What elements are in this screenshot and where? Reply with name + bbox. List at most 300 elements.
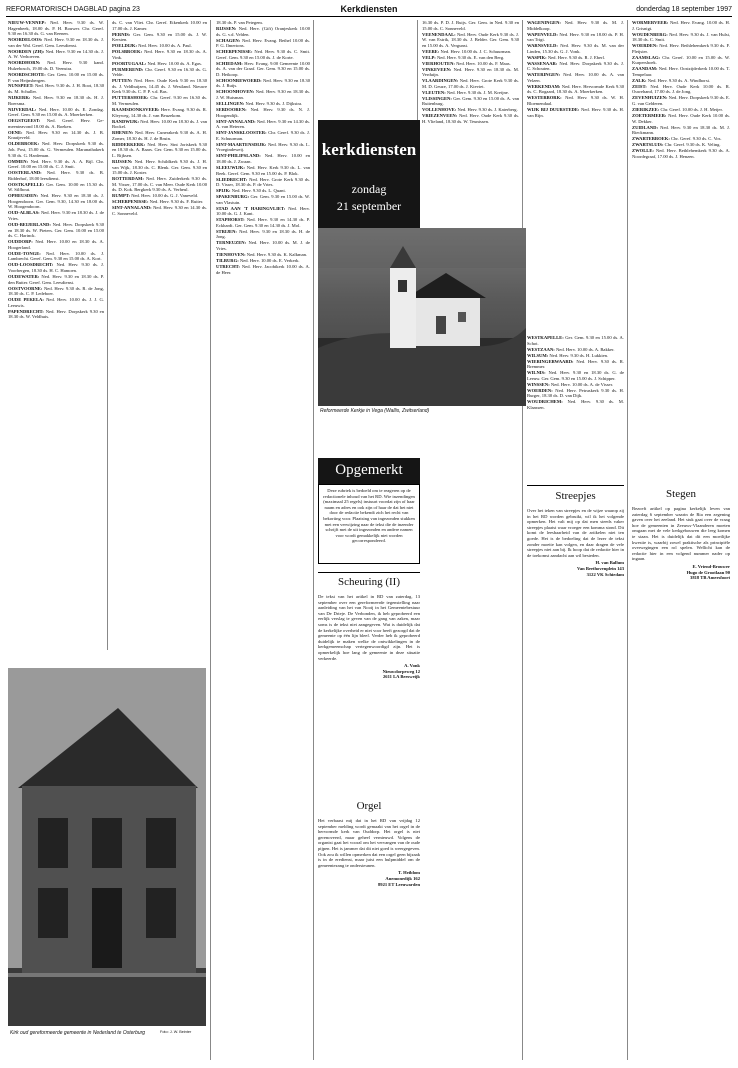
listing-text: Ned. Herv. 10.00 ds. E. Zondag. Geref. Gem. 9.30 en 15.00 ds. A. Moerkerken.	[8, 106, 104, 118]
listing-place: NOORDELOOS:	[8, 37, 43, 43]
listing-text: Ned. Herv. Bethlehemkerk 9.30 ds. F. Pleijsier.	[632, 43, 730, 54]
letter-title-scheuring: Scheuring (II)	[337, 576, 400, 588]
listing-text: Ned. Herv. 9.30 ds. J. M. Kreijne.	[446, 89, 509, 95]
listing-text: Ned. Herv. 10.00 ds. A. van Velzen.	[527, 72, 624, 83]
listing-text: Ned. Herv. Cunerakerk 9.30 ds. A. H. Zomer, 18.30 ds. H. J. de Bruin.	[112, 130, 207, 141]
letter-body-stegen	[632, 506, 730, 1058]
listing-text: Ned. Herv. 9.30 ds. R. de Jong, 18.30 ds. C. P. Ledeboer.	[8, 285, 104, 297]
listing-text: Ned. Herv. 9.30 ds. B. Ridderhof, 18.00 leesdienst.	[8, 170, 104, 181]
listing-place: STRIJEN:	[216, 228, 237, 234]
listing-text: Ned. Herv. 9.30 ds. M. Klaassen.	[527, 399, 624, 410]
listing-text: ds. C. van Vliet. Chr. Geref. Eikenkerk 10.00 en 17.00 ds. J. Kamer.	[112, 20, 207, 31]
listing-text: Ned. Herv. Sint Joriskerk 9.30 en 18.30 ds. A. Baars. Ger. Gem. 9.30 en 15.00 ds. L. Rijksen.	[112, 141, 207, 158]
listing-text: Ned. Herv. Dorpskerk 9.30 ds. J. C. Schouten.	[527, 60, 624, 72]
listing-place: WASSENAAR:	[527, 60, 558, 66]
church-illustration-icon	[318, 228, 526, 406]
listing-text: Ned. Herv. 9.30 en 14.30 ds. J. B. Kraaijeveld.	[8, 129, 104, 141]
listing-text: Ned. Herv. 10.00 en 18.30 ds. J. van Bockel.	[112, 118, 207, 130]
listing-text: Ned. Herv. 10.00 ds. J. Lambrecht. Geref. Gem. 9.30 en 15.00 ds. A. Kort.	[8, 250, 104, 262]
listing-text: Ned. Herv. 9.30 ds. L. Quant.	[231, 188, 286, 194]
listing-place: RIJSSEN:	[112, 158, 133, 164]
listing-place: OENE:	[8, 129, 23, 135]
service-listing	[527, 20, 624, 31]
service-listing	[112, 49, 207, 60]
listing-place: OEGSTGEEST:	[8, 118, 41, 124]
service-listing	[422, 61, 519, 67]
service-listing	[8, 159, 104, 170]
listing-text: Ned. Herv. 9.30 ds. A. Windhorst.	[647, 77, 711, 83]
listing-place: NOORDSCHOTE:	[8, 71, 46, 77]
listing-text: Ned. Herv. 9.30 en 18.30 ds. P. den Butter. Geref. Gem. Leesdienst.	[8, 273, 104, 285]
service-listing	[422, 49, 519, 55]
opgemerkt-body: Deze rubriek is bedoeld om te reageren op de redactionele inhoud van het RD. Wie inzendingen (maximaal 25 regels) instuurt voordat zijn of haar naam en adres en ook zijn of haar de dat het niet door de redactie bekendt zich het recht van bekorting voor. Plaatsing van ingezonden stukken met een verwijzing naar de tekst die de inzender schrijft met de uit ingezonden en andere namen voor wordt gemakkelijk niet worden gecorrespondeerd.	[323, 488, 415, 544]
service-listing	[8, 95, 104, 106]
service-listing	[422, 113, 519, 124]
listing-text: Ned. Herv. 9.30 ds. J. Dijkstra.	[245, 101, 303, 107]
listing-place: RIJSSEN:	[216, 25, 237, 31]
letter-city: 3122 VK Schiedam	[586, 571, 624, 577]
listing-column-7	[632, 20, 730, 480]
listing-place: UTRECHT:	[216, 263, 240, 269]
listing-place: WARNSVELD:	[527, 43, 558, 49]
listing-text: Chr. Geref. 10.00 ds. J. H. Meijer.	[660, 107, 723, 113]
listing-place: OOSTERLAND:	[8, 170, 42, 176]
listing-place: ZAAMSLAG:	[632, 54, 661, 60]
bottom-photo-caption: Kirk oud gereformeerde gemeente in Nederland te Osterburg	[10, 1030, 146, 1036]
listing-text: Ned. Herv. 9.30 ds. E. van den Berg.	[436, 54, 505, 60]
service-listing	[632, 66, 730, 77]
listing-text: Ned. Herv. 9.30 kand. Hulzebosch, 19.00 ds. D. Veenstra.	[8, 60, 104, 71]
listing-text: Ned. Herv. Grote Kerk 9.30 ds. M. D. Geuze, 17.00 ds. J. Kieviet.	[422, 78, 519, 89]
letter-author: T. Heiblom	[398, 870, 420, 876]
listing-place: VELP:	[422, 54, 436, 60]
listing-place: WESTKAPELLE:	[527, 335, 564, 340]
listing-text: Ned. Herv. 9.30 ds. W. Hagenbeek, 18.00 ds. P. H. Bouwer. Chr. Geref. 9.30 en 16.30 ds. G. van Reenen.	[8, 20, 104, 37]
service-listing	[422, 32, 519, 49]
service-listing	[8, 222, 104, 239]
listing-place: VINKEVEEN:	[422, 66, 452, 72]
service-listing	[632, 20, 730, 31]
listing-place: VEENENDAAL:	[422, 31, 456, 37]
service-listing	[216, 165, 310, 176]
service-listing	[8, 83, 104, 94]
listing-place: ZWARTSLUIS:	[632, 142, 664, 148]
header-left: REFORMATORISCH DAGBLAD pagina 23	[6, 6, 140, 13]
photo-credit: Foto: J. W. Beinter	[160, 1030, 192, 1034]
listing-text: Chr. Geref. 9.30 ds. K. Veling.	[664, 142, 721, 148]
listing-place: OUDEWATER:	[8, 273, 40, 279]
service-listing	[422, 67, 519, 78]
letter-body-orgel	[318, 818, 420, 1058]
service-listing	[8, 141, 104, 158]
service-listing	[112, 199, 207, 205]
listing-place: OUD-BEIJERLAND:	[8, 222, 51, 228]
listing-place: RHENEN:	[112, 130, 134, 136]
listing-place: SCHAGEN:	[216, 37, 241, 43]
service-listing	[8, 72, 104, 83]
listing-place: PUTTEN:	[112, 78, 133, 84]
service-listing	[8, 170, 104, 181]
service-listing	[216, 229, 310, 240]
listing-text: Ned. Herv. 10.00 ds. A. Egas.	[147, 60, 202, 66]
service-listing	[216, 78, 310, 89]
service-listing	[8, 49, 104, 60]
service-listing	[112, 43, 207, 49]
listing-place: OUDE PEKELA:	[8, 297, 44, 303]
service-listing	[8, 118, 104, 129]
service-listing	[527, 55, 624, 61]
listing-text: Ned. Herv. 9.30 ds. R. Bremmer.	[527, 358, 624, 370]
listing-place: WAPENVELD:	[527, 31, 558, 37]
service-listing	[112, 159, 207, 176]
listing-place: RAAMSDONKSVEER:	[112, 107, 160, 113]
listing-place: RUMPT:	[112, 193, 131, 199]
listing-place: STAPHORST:	[216, 217, 245, 223]
service-listing	[422, 96, 519, 107]
listing-text: Ned. Herv. Dorpskerk 9.30 en 18.30 ds. W. Veldhuis.	[8, 308, 104, 320]
listing-text: Ned. Herv. Dorpskerk 9.30 ds. Joh. Post, 15.00 ds. G. Vermeulen. Maranathakerk 9.30 ds. G. Hardeman.	[8, 141, 104, 158]
banner-date: 21 september	[336, 199, 402, 213]
listing-place: SCHIEDAM:	[216, 60, 243, 66]
listing-place: ZIERIKZEE:	[632, 107, 660, 113]
letter-text: Het verbaast mij dat in het RD van vrijdag 12 september melding wordt gemaakt van het orgel in de hervormde kerk van Ouddorp. Het orgel is niet gerenoveerd, maar geheel vernieuwd. Volgens de organist gaat het vooral om het vervangen van de oude pijpen. Het is jammer dat dit niet goed is weergegeven. Ook zou ik willen opmerken dat een orgel geen bijzaak is in de eredienst, maar juist een hulpmiddel om de gemeentezang te ondersteunen.	[318, 818, 420, 868]
listing-text: Ned. Herv. 9.30 ds. H. van Rijn.	[527, 107, 624, 118]
listing-text: Ger. Gem. 10.00 en 15.30 ds. W. Silfhout.	[8, 181, 104, 193]
listing-place: SCHERPENISSE:	[112, 199, 149, 205]
listing-place: NUNSPEET:	[8, 83, 34, 89]
listing-text: Ger. Gem. 9.30 en 15.00 ds. W. van Vlastuin.	[216, 194, 310, 205]
service-listing	[112, 78, 207, 95]
listing-text: Ned. Herv. Oostzijderkerk 10.00 ds. T. Tempelaar.	[632, 66, 730, 77]
listing-text: Ned. Herv. 10.00 ds. M. J. de Vries.	[216, 240, 310, 251]
service-listing	[8, 60, 104, 71]
listing-text: Ned. Herv. 9.30 en 18.30 ds. J. Ruijs.	[216, 77, 310, 89]
service-listing	[112, 32, 207, 43]
listing-text: Ned. Herv. 9.30 en 18.30 ds. H. de Jong.	[216, 228, 310, 240]
service-listing	[632, 32, 730, 43]
service-listing	[8, 130, 104, 141]
service-listing	[527, 61, 624, 72]
service-listing	[8, 286, 104, 297]
listing-place: SLEEUWIJK:	[216, 164, 245, 170]
listing-place: VLAARDINGEN:	[422, 78, 459, 84]
service-listing	[527, 84, 624, 95]
listing-place: OUDDORP:	[8, 239, 33, 245]
service-listing	[632, 55, 730, 66]
letter-title-orgel: Orgel	[356, 800, 382, 812]
letter-address: Anemonedijk 162	[385, 875, 420, 881]
service-listing	[632, 78, 730, 84]
listing-place: VRIEZENVEEN:	[422, 113, 458, 119]
listing-place: SELLINGEN:	[216, 101, 245, 107]
letter-city: 2611 LA Beesweijk	[382, 674, 420, 680]
listing-place: TIENHOVEN:	[216, 251, 246, 257]
letter-title-stegen: Stegen	[666, 488, 696, 500]
service-listing	[8, 20, 104, 37]
listing-place: WERKENDAM:	[527, 83, 561, 89]
listing-place: WESTERBORK:	[527, 95, 562, 101]
listing-text: Ned. Herv. 9.30 ds. C. Smit. Geref. Gem. 9.30 en 15.00 ds. J. de Korte.	[216, 49, 310, 60]
listing-column-3	[216, 20, 310, 1060]
header-date: donderdag 18 september 1997	[636, 6, 732, 13]
listing-text: Chr. Geref. 10.00 en 15.00 ds. W. Kurpershoek.	[632, 54, 730, 66]
listing-text: Ned. Herv. 9.30 en 14.30 ds. P. Eckhardt. Ger. Gem. 9.30 en 14.30 ds. J. Mol.	[216, 217, 310, 228]
listing-place: PERNIS:	[112, 31, 131, 37]
listing-text: Ned. Herv. 9.30 ds. J. H. Boot, 18.30 ds. M. Schuller.	[8, 83, 104, 95]
service-listing	[112, 193, 207, 199]
listing-text: Herv. Evang. 9.30 ds. R. Kleyweg, 14.30 ds. J. van Beuzekom.	[112, 107, 207, 118]
service-listing	[422, 20, 519, 31]
listing-place: WOERDEN:	[632, 43, 658, 49]
service-listing	[527, 359, 624, 370]
service-listing	[632, 107, 730, 113]
listing-place: OPHEUSDEN:	[8, 193, 39, 199]
listing-place: PAPENDRECHT:	[8, 308, 44, 314]
letter-address: Hugo de Grootlaan 90	[686, 569, 730, 575]
listing-text: 16.30 ds. P. D. J. Buijs. Ger. Gem. in Ned. 9.30 en 15.00 ds. C. Sonneveld.	[422, 20, 519, 31]
letter-city: 8921 ET Leeuwarden	[377, 881, 420, 887]
listing-place: SINT-MAARTENSDIJK:	[216, 141, 267, 147]
listing-place: VEERE:	[422, 48, 440, 54]
listing-place: TERNEUZEN:	[216, 240, 247, 246]
service-listing	[216, 206, 310, 217]
service-listing	[112, 61, 207, 67]
service-listing	[632, 125, 730, 136]
listing-place: SINT-ANNALAND:	[216, 118, 256, 124]
listing-place: RANDWIJK:	[112, 118, 140, 124]
listing-column-1	[8, 20, 104, 650]
listing-text: Ned. Herv. Schildkerk 9.30 ds. J. H. van Wijk, 18.30 ds. C. Blenk. Ger. Gem. 9.30 en 15.00 ds. J. Koster.	[112, 158, 207, 176]
listing-place: PURMEREND:	[112, 66, 144, 72]
banner-title: kerkdiensten	[321, 140, 417, 159]
letter-author: E. Vriend-Brouwer	[692, 563, 730, 569]
listing-text: Ned. Herv. Kerk 9.30 ds. L. van Beek. Geref. Gem. 9.30 en 15.00 ds. P. Blok.	[216, 164, 310, 176]
listing-text: Ned. Herv. 10.00 en 18.30 ds. A. Hoogerland.	[8, 239, 104, 250]
listing-text: Ned. Herv. 9.30 ds. J. van Hulst, 18.30 ds. C. Smit.	[632, 31, 730, 43]
service-listing	[216, 26, 310, 37]
listing-text: Ned. Herv. 9.30 ds. H. Lukkien.	[549, 352, 609, 358]
listing-place: OMMEN:	[8, 158, 29, 164]
listing-text: Ned. Herv. Evang. Bethel 10.00 ds. P. G. Ilmertons.	[216, 37, 310, 49]
top-photo-caption: Reformeerde Kerkje in Vega (Wallis, Zwitserland)	[320, 408, 430, 414]
opgemerkt-box	[318, 484, 420, 564]
listing-place: SCHOONREWOERD:	[216, 77, 262, 83]
listing-text: Ned. Herv. 9.30 en 14.30 ds. J. A. W. Verhoeven.	[8, 48, 104, 60]
kerkdiensten-banner	[318, 120, 420, 228]
listing-place: POORTUGAAL:	[112, 60, 147, 66]
listing-place: OUD-LOOSDRECHT:	[8, 262, 54, 268]
service-listing	[8, 210, 104, 221]
listing-place: OOSTVOORNE:	[8, 285, 43, 291]
listing-place: ZWOLLE:	[632, 148, 654, 154]
listing-text: Ned. Herv. 9.30 en 18.30 ds. A. Vink.	[112, 49, 207, 60]
listing-text: Ned. Herv. Hervormde Kerk 9.30 ds. C. Bogaard, 18.30 ds. A. Moerkerken.	[527, 83, 624, 95]
listing-text: Ger. Gem. 9.30 en 15.00 ds. J. W. Kersten.	[112, 31, 207, 43]
listing-text: Ned. Herv. Zuiderkerk 9.30 ds. M. Visser, 17.00 ds. C. van Meer. Oude Kerk 10.00 ds. D. Kok. Bergkerk 9.30 ds. A. Verheul.	[112, 176, 207, 193]
listing-place: POLSBROEK:	[112, 49, 143, 55]
listing-place: WASPIK:	[527, 54, 547, 60]
service-listing	[527, 43, 624, 54]
service-listing	[112, 95, 207, 106]
listing-place: SERDOOREN:	[216, 107, 247, 113]
listing-text: Ned. Herv. Evang. 10.00 ds. H. J. Grisnigt.	[632, 20, 730, 31]
letter-address: Nieuwdorpeweg 12	[382, 668, 420, 674]
listing-text: Ned. Herv. 9.30 en 18.30 ds. G. de Leeuw. Ger. Gem. 9.30 en 15.00 ds. J. Schipper.	[527, 370, 624, 381]
listing-text: Ned. Herv. 10.00 ds. A. Bakker.	[555, 346, 615, 352]
listing-text: 18.30 ds. P. van Petegem.	[216, 20, 263, 25]
listing-text: Ned. Herv. 9.30 en 18.30 ds. J. Hoogendoorn. Ger. Gem. 9.30, 14.30 en 18.00 ds. W. Hoogendoorn.	[8, 193, 104, 210]
service-listing	[216, 101, 310, 107]
service-listing	[216, 177, 310, 188]
letter-title-streepjes: Streepjes	[555, 490, 596, 502]
service-listing	[216, 119, 310, 130]
service-listing	[422, 78, 519, 89]
listing-place: WATERINGEN:	[527, 72, 561, 78]
service-listing	[527, 388, 624, 399]
listing-place: OUDE-TONGE:	[8, 250, 41, 256]
letter-text: Over het teken van streepjes en de wijze waarop zij in het RD worden gebruikt, wil ik het volgende opmerken. Het valt mij op dat men steeds vaker streepjes plaatst waar vroeger een komma stond. Dit komt de leesbaarheid van de artikelen niet ten goede. Het is de bedoeling dat de lezer de tekst zonder moeite kan volgen, en daar dragen de vele streepjes niet aan bij. Ik hoop dat de redactie hier in de toekomst aandacht aan wil besteden.	[527, 508, 624, 558]
service-listing	[216, 38, 310, 49]
opgemerkt-title-bar	[318, 458, 420, 484]
listing-place: WILNIS:	[527, 370, 546, 376]
service-listing	[632, 142, 730, 148]
service-listing	[422, 107, 519, 113]
listing-text: Ned. Herv. 10.00 ds. E. Verkerk.	[239, 257, 300, 263]
service-listing	[632, 95, 730, 106]
listing-text: Ned. Herv. Oude Kerk 9.30 ds. J. W. van Estrik, 18.30 ds. J. Belder. Ger. Gem. 9.30 en 15.00 ds. A. Vergunst.	[422, 31, 519, 48]
listing-text: Ned. Herv. 9.30 ds. K. Kalkman.	[246, 251, 308, 257]
listing-place: WESTZAAN:	[527, 346, 555, 352]
letter-author: H. van Ballum	[595, 560, 624, 566]
listing-text: Ned. Herv. 9.30 en 18.30 ds. H. J. Boersma.	[8, 95, 104, 106]
listing-place: ZAANDAM:	[632, 66, 658, 72]
listing-text: Ned. Herv. 9.30 ds. J. Katerberg.	[457, 107, 518, 113]
listing-place: ZEVENHUIZEN:	[632, 95, 668, 101]
service-listing	[422, 55, 519, 61]
banner-day: zondag	[351, 182, 387, 196]
service-listing	[8, 193, 104, 210]
letter-address: Van Beethovenplein 143	[576, 565, 624, 571]
service-listing	[527, 347, 624, 353]
listing-place: SLIEDRECHT:	[216, 176, 248, 182]
service-listing	[632, 113, 730, 124]
service-listing	[216, 107, 310, 118]
service-listing	[527, 382, 624, 388]
listing-text: Chr. Geref. 9.30 en 16.30 ds. G. Velde.	[112, 66, 207, 78]
listing-text: Ned. Herv. 10.00 ds. F. Maas.	[456, 60, 511, 66]
service-listing	[216, 130, 310, 141]
listing-place: STAD AAN 'T HARINGVLIET:	[216, 205, 286, 211]
listing-place: VLEUTEN:	[422, 89, 446, 95]
opgemerkt-title: Opgemerkt	[335, 462, 403, 478]
listing-text: Ned. Herv. 9.30 ds. A. A. Bijl. Chr. Geref. 10.00 en 15.00 ds. C. J. Smit.	[8, 158, 104, 170]
service-listing	[527, 107, 624, 118]
service-listing	[112, 67, 207, 78]
service-listing	[527, 32, 624, 43]
listing-text: Ned. Herv. 9.30 en 14.30 ds. A. van Heteren.	[216, 118, 310, 130]
listing-place: WOERDEN:	[527, 387, 553, 393]
listing-text: Chr. Geref. 9.30 en 16.30 ds. M. Vermeulen.	[112, 95, 207, 107]
listing-place: VIERHOUTEN:	[422, 60, 455, 66]
listing-column-5	[527, 20, 624, 330]
letter-city: 3818 TB Amersfoort	[690, 575, 730, 581]
listing-place: SPIJK:	[216, 188, 231, 194]
listing-place: OOSTKAPELLE:	[8, 181, 45, 187]
listing-text: Ned. Geref. Herv. Ge-meenteavond 18.00 ds. A. Boeken.	[8, 118, 104, 129]
page-header	[6, 4, 732, 17]
church-photo-vega	[318, 228, 526, 406]
listing-text: Ned. Herv. 9.30 ds. M. van der Linden, 15.30 ds. G. J. Vonk.	[527, 43, 624, 54]
listing-place: NIJKERK:	[8, 95, 31, 101]
listing-place: RIDDERKERK:	[112, 141, 146, 147]
service-listing	[8, 182, 104, 193]
service-listing	[216, 142, 310, 153]
church-building-icon	[8, 668, 206, 1026]
listing-text: Ned. Herv. Dorpskerk 9.30 en 18.30 ds. W. Pieters. Ger. Gem. 10.00 en 15.00 ds. C. Harinck.	[8, 222, 104, 239]
service-listing	[8, 239, 104, 250]
listing-place: OUD-ALBLAS:	[8, 210, 40, 216]
service-listing	[527, 335, 624, 346]
listing-text: Ned. Herv. 9.30 ds. M. J. Middelkoop.	[527, 20, 624, 31]
listing-place: POELDIJK:	[112, 43, 138, 49]
listing-text: Ned. Herv. 10.00 ds. A. de Visser.	[550, 381, 614, 387]
letter-author: A. Vonk	[404, 663, 420, 669]
listing-text: Ned. Herv. 9.30 en 18.30 ds. J. van der Wal. Geref. Gem. Leesdienst.	[8, 37, 104, 48]
service-listing	[216, 49, 310, 60]
service-listing	[527, 399, 624, 410]
listing-text: Ned. Herv. (Gift) Oranjeskerk 10.00 ds. G. v.d. Velden.	[216, 25, 310, 37]
listing-text: Ned. Herv. 9.30 ds. F. Ruiter.	[149, 199, 204, 205]
service-listing	[527, 353, 624, 359]
service-listing	[527, 72, 624, 83]
section-title: Kerkdiensten	[340, 4, 398, 14]
listing-place: SPAKENBURG:	[216, 194, 250, 200]
service-listing	[8, 274, 104, 285]
listing-column-4	[422, 20, 519, 200]
service-listing	[112, 20, 207, 31]
listing-place: VOLLENHOVE:	[422, 107, 457, 113]
service-listing	[112, 205, 207, 216]
listing-text: Ned. Herv. 10.00 ds. J. J. G. Leeuwis.	[8, 297, 104, 308]
listing-text: Ned. Herv. 9.30 en 18.30 ds. J. W. Huisman.	[216, 89, 310, 101]
service-listing	[632, 136, 730, 142]
listing-place: ZOETERMEER:	[632, 113, 667, 119]
service-listing	[422, 90, 519, 96]
listing-text: Herv. Evang. 9.00 Gemeente 10.00 ds. A. van der Graaf. Ger. Gem. 9.30 en 15.00 ds. D. Heikoop.	[216, 60, 310, 77]
listing-text: Ned. Herv. 9.30 ds. R. J. Eberl.	[547, 54, 606, 60]
service-listing	[216, 264, 310, 275]
listing-place: NOORDHORN:	[8, 60, 41, 66]
listing-place: WOUDRICHEM:	[527, 399, 563, 405]
letter-body-streepjes	[527, 508, 624, 1058]
listing-place: SINT-JANSKLOOSTER:	[216, 130, 267, 136]
service-listing	[8, 251, 104, 262]
listing-text: Ned. Herv. 9.30 ds. W. H. Bloemendaal.	[527, 95, 624, 107]
listing-text: Ned. Herv. 9.30 en 14.30 ds. C. Sonneveld.	[112, 205, 207, 216]
listing-place: NIJVERDAL:	[8, 106, 37, 112]
listing-text: Ned. Herv. 9.30 ds. J. Voorbergen, 18.30 ds. H. C. Hamoen.	[8, 262, 104, 273]
listing-text: Ned. Herv. 10.00 ds. A. Paul.	[138, 43, 192, 49]
listing-place: WINSSEN:	[527, 381, 550, 387]
listing-text: Ger. Gem. 9.30 en 15.00 ds. A. van Ruitenburg.	[422, 95, 519, 107]
service-listing	[216, 20, 310, 26]
service-listing	[8, 297, 104, 308]
service-listing	[632, 148, 730, 159]
church-photo-osterburg	[8, 668, 206, 1026]
service-listing	[527, 370, 624, 381]
listing-column-6	[527, 335, 624, 455]
listing-place: TILBURG:	[216, 257, 239, 263]
